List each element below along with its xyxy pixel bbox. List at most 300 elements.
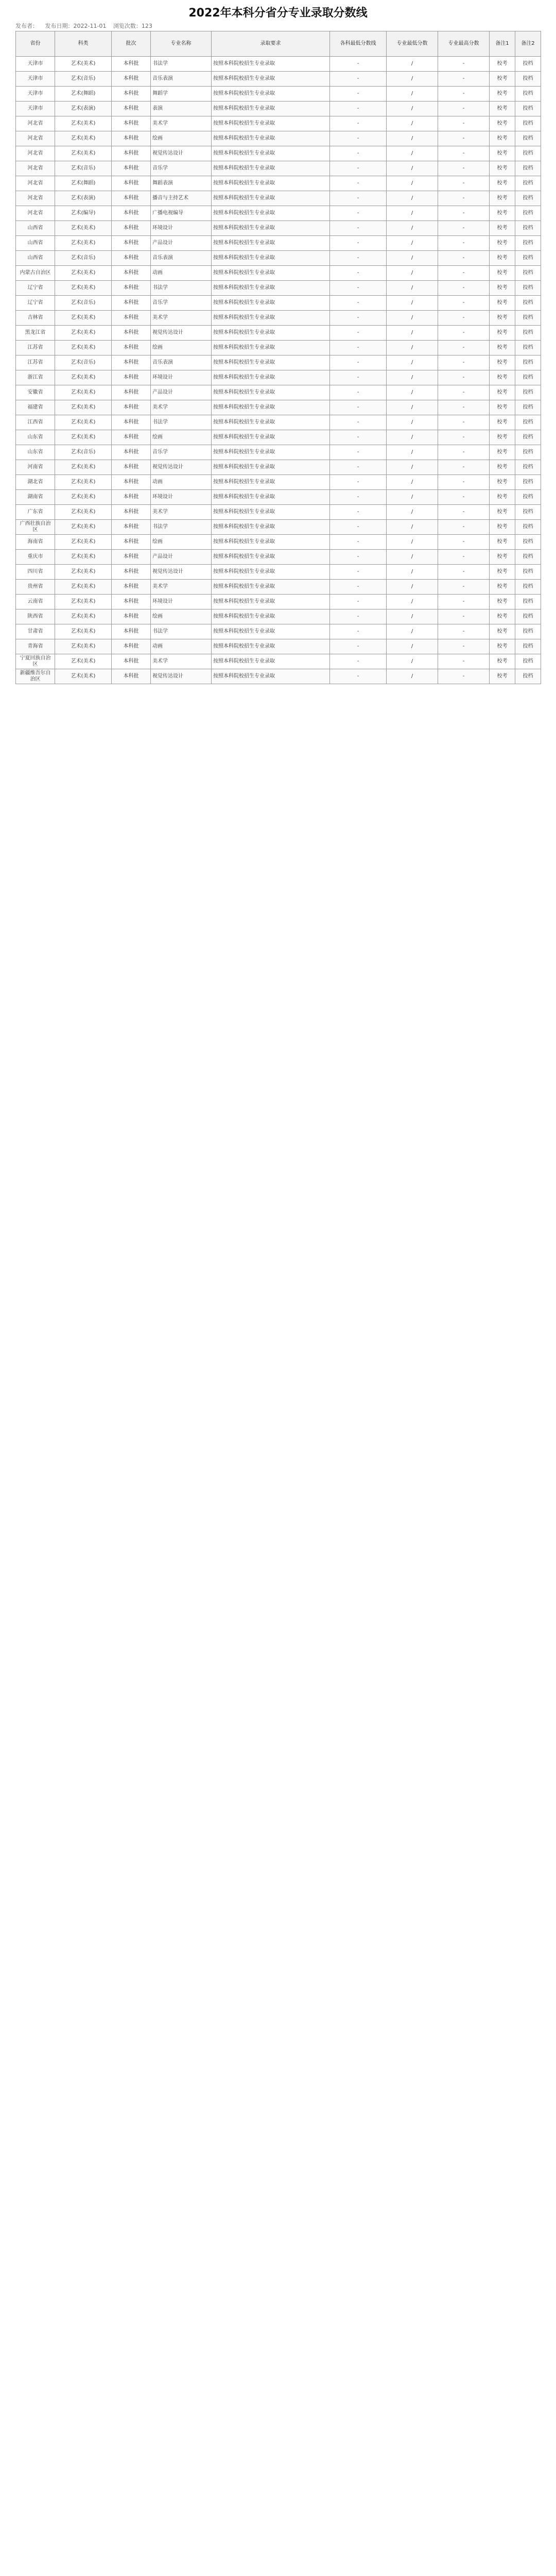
table-cell: - (330, 236, 387, 251)
column-header: 各科最低分数线 (330, 31, 387, 57)
table-cell: 山西省 (16, 236, 55, 251)
table-cell: 校考 (490, 400, 515, 415)
table-cell: 按照本科院校招生专业录取 (212, 296, 330, 311)
table-row (16, 101, 541, 116)
table-cell: 艺术(美术) (55, 535, 112, 550)
table-cell: 贵州省 (16, 580, 55, 595)
table-cell: / (387, 311, 438, 326)
table-cell: - (438, 639, 490, 654)
table-cell: 投档 (515, 460, 541, 475)
table-cell: 天津市 (16, 87, 55, 101)
column-header: 备注1 (490, 31, 515, 57)
table-cell: 广播电视编导 (151, 206, 212, 221)
table-cell: 艺术(美术) (55, 624, 112, 639)
table-cell: 按照本科院校招生专业录取 (212, 87, 330, 101)
table-cell: / (387, 639, 438, 654)
table-cell: 按照本科院校招生专业录取 (212, 281, 330, 296)
table-cell: / (387, 57, 438, 72)
score-table (15, 31, 541, 684)
table-cell: 按照本科院校招生专业录取 (212, 176, 330, 191)
table-cell: 音乐学 (151, 445, 212, 460)
table-cell: - (438, 355, 490, 370)
table-cell: / (387, 101, 438, 116)
table-cell: 美术学 (151, 654, 212, 669)
table-cell: 本科批 (112, 580, 151, 595)
table-cell: 艺术(美术) (55, 654, 112, 669)
table-cell: 艺术(美术) (55, 639, 112, 654)
table-row (16, 505, 541, 520)
table-cell: - (438, 669, 490, 684)
table-cell: 本科批 (112, 191, 151, 206)
table-cell: 投档 (515, 445, 541, 460)
table-row (16, 385, 541, 400)
table-cell: 美术学 (151, 311, 212, 326)
table-cell: 海南省 (16, 535, 55, 550)
table-cell: - (330, 251, 387, 266)
table-cell: 本科批 (112, 326, 151, 341)
table-cell: - (438, 430, 490, 445)
table-cell: / (387, 176, 438, 191)
table-header-row (16, 31, 541, 57)
table-cell: 校考 (490, 281, 515, 296)
table-cell: 本科批 (112, 445, 151, 460)
table-body (16, 57, 541, 684)
table-cell: / (387, 535, 438, 550)
table-cell: 按照本科院校招生专业录取 (212, 445, 330, 460)
table-cell: 校考 (490, 176, 515, 191)
table-cell: 按照本科院校招生专业录取 (212, 206, 330, 221)
table-cell: 校考 (490, 355, 515, 370)
table-cell: 艺术(音乐) (55, 296, 112, 311)
table-cell: - (330, 565, 387, 580)
table-cell: / (387, 669, 438, 684)
table-cell: - (330, 580, 387, 595)
table-cell: - (330, 341, 387, 355)
table-cell: 校考 (490, 87, 515, 101)
table-cell: 投档 (515, 281, 541, 296)
table-cell: 校考 (490, 116, 515, 131)
table-cell: 绘画 (151, 535, 212, 550)
table-cell: / (387, 341, 438, 355)
table-cell: 河北省 (16, 191, 55, 206)
table-row (16, 146, 541, 161)
table-cell: 天津市 (16, 72, 55, 87)
table-cell: - (330, 490, 387, 505)
table-cell: 青海省 (16, 639, 55, 654)
table-cell: 投档 (515, 400, 541, 415)
table-cell: - (330, 87, 387, 101)
table-cell: 艺术(美术) (55, 550, 112, 565)
table-row (16, 266, 541, 281)
table-cell: 艺术(音乐) (55, 251, 112, 266)
meta-date: 发布日期：2022-11-01 (45, 23, 107, 29)
table-cell: / (387, 146, 438, 161)
table-cell: 按照本科院校招生专业录取 (212, 535, 330, 550)
table-cell: 书法学 (151, 624, 212, 639)
table-cell: 艺术(音乐) (55, 445, 112, 460)
table-cell: 按照本科院校招生专业录取 (212, 430, 330, 445)
table-cell: 动画 (151, 639, 212, 654)
table-cell: - (438, 595, 490, 609)
table-cell: - (330, 505, 387, 520)
table-cell: / (387, 72, 438, 87)
table-cell: 河北省 (16, 176, 55, 191)
table-cell: 投档 (515, 146, 541, 161)
meta-source: 发布者： (15, 23, 38, 29)
table-cell: 校考 (490, 385, 515, 400)
table-cell: 投档 (515, 355, 541, 370)
table-cell: - (438, 326, 490, 341)
table-row (16, 490, 541, 505)
table-cell: 投档 (515, 475, 541, 490)
table-cell: - (438, 520, 490, 535)
table-cell: 辽宁省 (16, 281, 55, 296)
table-row (16, 445, 541, 460)
table-cell: 艺术(美术) (55, 415, 112, 430)
table-cell: / (387, 475, 438, 490)
table-cell: / (387, 430, 438, 445)
table-cell: - (438, 161, 490, 176)
table-cell: / (387, 654, 438, 669)
table-row (16, 415, 541, 430)
table-cell: 音乐表演 (151, 72, 212, 87)
table-cell: - (330, 430, 387, 445)
table-cell: 环境设计 (151, 221, 212, 236)
table-cell: 校考 (490, 624, 515, 639)
table-cell: 按照本科院校招生专业录取 (212, 101, 330, 116)
table-cell: - (438, 400, 490, 415)
table-cell: 投档 (515, 221, 541, 236)
table-cell: - (438, 654, 490, 669)
table-cell: 投档 (515, 251, 541, 266)
table-cell: 本科批 (112, 206, 151, 221)
table-cell: - (330, 296, 387, 311)
table-cell: 按照本科院校招生专业录取 (212, 520, 330, 535)
table-cell: - (330, 595, 387, 609)
table-cell: 艺术(美术) (55, 475, 112, 490)
table-cell: 本科批 (112, 370, 151, 385)
table-cell: 山东省 (16, 445, 55, 460)
table-cell: 按照本科院校招生专业录取 (212, 161, 330, 176)
table-cell: 艺术(美术) (55, 311, 112, 326)
table-cell: - (330, 639, 387, 654)
table-cell: 校考 (490, 490, 515, 505)
table-cell: 校考 (490, 550, 515, 565)
table-cell: 艺术(美术) (55, 520, 112, 535)
table-cell: 投档 (515, 565, 541, 580)
table-cell: 湖北省 (16, 475, 55, 490)
table-cell: 投档 (515, 415, 541, 430)
table-cell: - (438, 281, 490, 296)
table-cell: 本科批 (112, 475, 151, 490)
table-row (16, 460, 541, 475)
table-cell: 美术学 (151, 400, 212, 415)
table-cell: - (438, 385, 490, 400)
table-cell: 本科批 (112, 87, 151, 101)
table-cell: 投档 (515, 580, 541, 595)
table-cell: / (387, 191, 438, 206)
table-cell: 艺术(美术) (55, 146, 112, 161)
table-cell: 按照本科院校招生专业录取 (212, 415, 330, 430)
table-cell: 按照本科院校招生专业录取 (212, 236, 330, 251)
table-cell: - (330, 326, 387, 341)
meta-bar (0, 22, 556, 31)
table-cell: 按照本科院校招生专业录取 (212, 72, 330, 87)
table-cell: 音乐学 (151, 161, 212, 176)
table-cell: 校考 (490, 475, 515, 490)
table-cell: 校考 (490, 161, 515, 176)
table-cell: - (438, 550, 490, 565)
table-row (16, 87, 541, 101)
table-cell: 艺术(美术) (55, 116, 112, 131)
table-cell: - (330, 206, 387, 221)
table-cell: 校考 (490, 191, 515, 206)
table-cell: 按照本科院校招生专业录取 (212, 385, 330, 400)
table-cell: 江西省 (16, 415, 55, 430)
table-cell: 艺术(美术) (55, 609, 112, 624)
table-cell: 音乐学 (151, 296, 212, 311)
table-cell: 投档 (515, 176, 541, 191)
table-cell: / (387, 131, 438, 146)
table-cell: 按照本科院校招生专业录取 (212, 57, 330, 72)
column-header: 批次 (112, 31, 151, 57)
table-cell: 河北省 (16, 131, 55, 146)
table-cell: 绘画 (151, 131, 212, 146)
table-cell: - (438, 221, 490, 236)
table-cell: 校考 (490, 460, 515, 475)
table-cell: 河北省 (16, 116, 55, 131)
table-cell: 校考 (490, 609, 515, 624)
table-cell: 按照本科院校招生专业录取 (212, 669, 330, 684)
table-cell: 本科批 (112, 341, 151, 355)
column-header: 科类 (55, 31, 112, 57)
table-row (16, 221, 541, 236)
table-cell: 按照本科院校招生专业录取 (212, 116, 330, 131)
table-cell: 艺术(美术) (55, 281, 112, 296)
table-cell: 投档 (515, 116, 541, 131)
table-cell: 校考 (490, 101, 515, 116)
meta-views: 浏览次数：123 (113, 23, 152, 29)
table-cell: 按照本科院校招生专业录取 (212, 580, 330, 595)
table-cell: 校考 (490, 505, 515, 520)
table-cell: 投档 (515, 326, 541, 341)
table-cell: 本科批 (112, 490, 151, 505)
table-cell: - (438, 191, 490, 206)
table-cell: 艺术(美术) (55, 595, 112, 609)
table-cell: 校考 (490, 341, 515, 355)
table-cell: 浙江省 (16, 370, 55, 385)
table-cell: / (387, 624, 438, 639)
table-cell: 本科批 (112, 116, 151, 131)
table-cell: 本科批 (112, 296, 151, 311)
table-cell: 艺术(美术) (55, 505, 112, 520)
table-cell: / (387, 161, 438, 176)
table-cell: 宁夏回族自治区 (16, 654, 55, 669)
table-cell: 本科批 (112, 146, 151, 161)
table-cell: 校考 (490, 639, 515, 654)
table-cell: 产品设计 (151, 236, 212, 251)
table-cell: - (438, 490, 490, 505)
table-row (16, 326, 541, 341)
table-cell: 按照本科院校招生专业录取 (212, 341, 330, 355)
table-cell: 本科批 (112, 460, 151, 475)
table-cell: 播音与主持艺术 (151, 191, 212, 206)
table-cell: - (438, 460, 490, 475)
table-cell: 江苏省 (16, 355, 55, 370)
table-cell: 环境设计 (151, 370, 212, 385)
table-cell: - (330, 161, 387, 176)
table-cell: 校考 (490, 535, 515, 550)
table-row (16, 535, 541, 550)
table-cell: 投档 (515, 131, 541, 146)
table-row (16, 311, 541, 326)
table-row (16, 609, 541, 624)
table-cell: - (438, 57, 490, 72)
table-row (16, 370, 541, 385)
table-cell: 校考 (490, 595, 515, 609)
table-cell: 河北省 (16, 206, 55, 221)
table-cell: 按照本科院校招生专业录取 (212, 505, 330, 520)
table-row (16, 400, 541, 415)
table-cell: 按照本科院校招生专业录取 (212, 221, 330, 236)
table-cell: - (438, 146, 490, 161)
table-cell: 本科批 (112, 415, 151, 430)
table-cell: 视觉传达设计 (151, 326, 212, 341)
table-cell: 天津市 (16, 101, 55, 116)
table-cell: 舞蹈学 (151, 87, 212, 101)
table-cell: - (438, 236, 490, 251)
table-cell: 艺术(音乐) (55, 355, 112, 370)
table-cell: - (438, 311, 490, 326)
table-cell: 视觉传达设计 (151, 460, 212, 475)
table-cell: 校考 (490, 236, 515, 251)
table-cell: 本科批 (112, 624, 151, 639)
table-row (16, 430, 541, 445)
table-cell: 校考 (490, 580, 515, 595)
table-cell: - (330, 669, 387, 684)
table-cell: 河南省 (16, 460, 55, 475)
table-row (16, 341, 541, 355)
table-cell: / (387, 251, 438, 266)
table-cell: 按照本科院校招生专业录取 (212, 370, 330, 385)
table-row (16, 131, 541, 146)
table-cell: 美术学 (151, 580, 212, 595)
table-cell: 按照本科院校招生专业录取 (212, 565, 330, 580)
table-cell: 艺术(美术) (55, 669, 112, 684)
table-row (16, 669, 541, 684)
table-cell: 校考 (490, 654, 515, 669)
table-cell: 书法学 (151, 415, 212, 430)
table-cell: 投档 (515, 72, 541, 87)
table-cell: 校考 (490, 146, 515, 161)
table-cell: 投档 (515, 161, 541, 176)
table-cell: - (438, 624, 490, 639)
table-cell: - (438, 176, 490, 191)
table-cell: - (330, 475, 387, 490)
table-cell: 投档 (515, 639, 541, 654)
table-cell: 本科批 (112, 535, 151, 550)
table-cell: 艺术(美术) (55, 57, 112, 72)
table-cell: - (438, 565, 490, 580)
table-cell: - (438, 251, 490, 266)
table-cell: - (438, 609, 490, 624)
table-cell: 投档 (515, 57, 541, 72)
table-cell: 吉林省 (16, 311, 55, 326)
table-cell: 投档 (515, 266, 541, 281)
table-cell: 投档 (515, 385, 541, 400)
table-cell: - (438, 266, 490, 281)
table-cell: / (387, 87, 438, 101)
table-cell: 本科批 (112, 669, 151, 684)
table-cell: 绘画 (151, 341, 212, 355)
table-cell: 本科批 (112, 101, 151, 116)
table-cell: 本科批 (112, 161, 151, 176)
table-cell: - (330, 609, 387, 624)
table-cell: 按照本科院校招生专业录取 (212, 550, 330, 565)
table-cell: 本科批 (112, 550, 151, 565)
table-cell: 投档 (515, 490, 541, 505)
table-cell: 艺术(舞蹈) (55, 176, 112, 191)
column-header: 专业名称 (151, 31, 212, 57)
table-cell: 湖南省 (16, 490, 55, 505)
table-cell: - (330, 355, 387, 370)
table-cell: 河北省 (16, 146, 55, 161)
table-cell: 本科批 (112, 520, 151, 535)
table-cell: 本科批 (112, 654, 151, 669)
table-row (16, 206, 541, 221)
table-cell: 四川省 (16, 565, 55, 580)
table-cell: - (330, 221, 387, 236)
table-cell: 投档 (515, 535, 541, 550)
table-cell: / (387, 490, 438, 505)
table-cell: 校考 (490, 296, 515, 311)
table-cell: - (330, 131, 387, 146)
table-cell: 辽宁省 (16, 296, 55, 311)
table-cell: / (387, 460, 438, 475)
table-row (16, 520, 541, 535)
table-cell: - (330, 72, 387, 87)
table-cell: / (387, 116, 438, 131)
table-cell: / (387, 266, 438, 281)
table-cell: 艺术(美术) (55, 385, 112, 400)
table-cell: 校考 (490, 266, 515, 281)
table-cell: 本科批 (112, 430, 151, 445)
table-cell: 本科批 (112, 609, 151, 624)
table-cell: / (387, 609, 438, 624)
table-cell: - (330, 176, 387, 191)
table-cell: 校考 (490, 415, 515, 430)
table-cell: 按照本科院校招生专业录取 (212, 609, 330, 624)
table-cell: 投档 (515, 654, 541, 669)
table-cell: 河北省 (16, 161, 55, 176)
table-cell: 投档 (515, 87, 541, 101)
table-cell: - (330, 57, 387, 72)
table-cell: / (387, 445, 438, 460)
table-cell: 艺术(美术) (55, 266, 112, 281)
table-cell: / (387, 595, 438, 609)
table-cell: 广东省 (16, 505, 55, 520)
table-cell: 投档 (515, 624, 541, 639)
table-row (16, 116, 541, 131)
table-cell: / (387, 281, 438, 296)
table-row (16, 281, 541, 296)
table-cell: 艺术(美术) (55, 221, 112, 236)
table-cell: - (330, 654, 387, 669)
table-cell: 视觉传达设计 (151, 565, 212, 580)
table-cell: 山东省 (16, 430, 55, 445)
table-cell: 书法学 (151, 520, 212, 535)
table-cell: 艺术(美术) (55, 370, 112, 385)
